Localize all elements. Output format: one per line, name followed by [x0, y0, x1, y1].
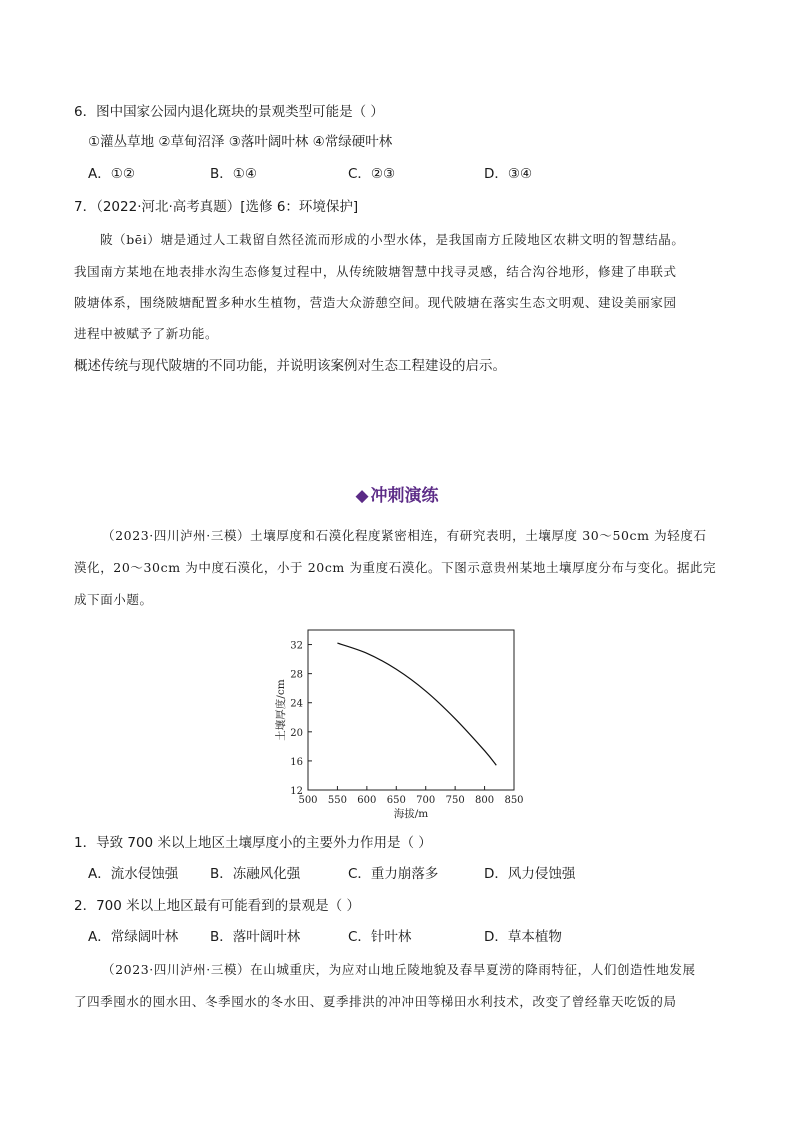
q6-stem: 6．图中国家公园内退化斑块的景观类型可能是（ ）	[74, 104, 384, 120]
x-tick-label: 550	[327, 795, 347, 806]
x-tick-label: 500	[298, 795, 318, 806]
q7-passage-line-4: 进程中被赋予了新功能。	[74, 326, 219, 341]
y-tick-label: 24	[290, 698, 303, 710]
q6-option-a: A．①②	[88, 166, 135, 182]
intro1-line-1: （2023·四川泸州·三模）土壤厚度和石漠化程度紧密相连，有研究表明，土壤厚度 30～50cm 为轻度石	[102, 528, 707, 543]
q1-stem: 1．导致 700 米以上地区土壤厚度小的主要外力作用是（ ）	[74, 835, 432, 851]
x-tick-label: 850	[504, 795, 524, 806]
intro1-line-3: 成下面小题。	[74, 592, 153, 607]
q2-option-c: C．针叶林	[348, 929, 412, 945]
q7-passage-line-1: 陂（bēi）塘是通过人工栽留自然径流而形成的小型水体，是我国南方丘陵地区农耕文明的智慧结晶。	[100, 232, 685, 247]
q7-passage-line-2: 我国南方某地在地表排水沟生态修复过程中，从传统陂塘智慧中找寻灵感，结合沟谷地形，修建了串联式	[74, 264, 677, 279]
q7-question: 概述传统与现代陂塘的不同功能，并说明该案例对生态工程建设的启示。	[74, 358, 506, 374]
q1-option-d: D．风力侵蚀强	[484, 866, 576, 882]
q2-stem: 2．700 米以上地区最有可能看到的景观是（ ）	[74, 898, 360, 914]
intro2-line-2: 了四季囤水的囤水田、冬季囤水的冬水田、夏季排洪的冲冲田等梯田水利技术，改变了曾经靠天吃饭的局	[74, 994, 677, 1009]
y-axis-label: 土壤厚度/cm	[275, 679, 287, 741]
y-tick-label: 20	[290, 727, 303, 739]
section-heading	[0, 484, 794, 508]
y-tick-label: 32	[290, 640, 303, 652]
x-tick-label: 700	[416, 795, 436, 806]
q6-items: ①灌丛草地 ②草甸沼泽 ③落叶阔叶林 ④常绿硬叶林	[88, 134, 393, 150]
section-title: 冲刺演练	[370, 486, 439, 506]
q1-option-b: B．冻融风化强	[210, 866, 301, 882]
x-axis-label: 海拔/m	[393, 808, 429, 820]
q7-header: 7．（2022·河北·高考真题）[选修 6：环境保护]	[74, 199, 359, 215]
plot-frame	[308, 630, 514, 790]
soil-thickness-chart	[272, 624, 532, 820]
q7-passage-line-3: 陂塘体系，围绕陂塘配置多种水生植物，营造大众游憩空间。现代陂塘在落实生态文明观、建设美丽家园	[74, 295, 677, 310]
x-tick-label: 650	[386, 795, 406, 806]
diamond-icon: ◆	[355, 486, 369, 506]
q2-option-d: D．草本植物	[484, 929, 562, 945]
x-tick-label: 600	[357, 795, 377, 806]
q2-option-a: A．常绿阔叶林	[88, 929, 179, 945]
q6-option-c: C．②③	[348, 166, 396, 182]
q1-option-c: C．重力崩落多	[348, 866, 439, 882]
intro2-line-1: （2023·四川泸州·三模）在山城重庆，为应对山地丘陵地貌及春旱夏涝的降雨特征，人们创造性地发展	[102, 962, 696, 977]
x-tick-label: 800	[475, 795, 495, 806]
q1-option-a: A．流水侵蚀强	[88, 866, 179, 882]
y-tick-label: 28	[290, 669, 303, 681]
q6-option-d: D．③④	[484, 166, 533, 182]
y-tick-label: 12	[290, 786, 303, 797]
q2-option-b: B．落叶阔叶林	[210, 929, 301, 945]
q6-option-b: B．①④	[210, 166, 257, 182]
series-line-soil-thickness	[337, 643, 496, 765]
intro1-line-2: 漠化，20～30cm 为中度石漠化，小于 20cm 为重度石漠化。下图示意贵州某地土壤厚度分布与变化。据此完	[74, 560, 717, 575]
y-tick-label: 16	[290, 756, 303, 768]
x-tick-label: 750	[445, 795, 465, 806]
